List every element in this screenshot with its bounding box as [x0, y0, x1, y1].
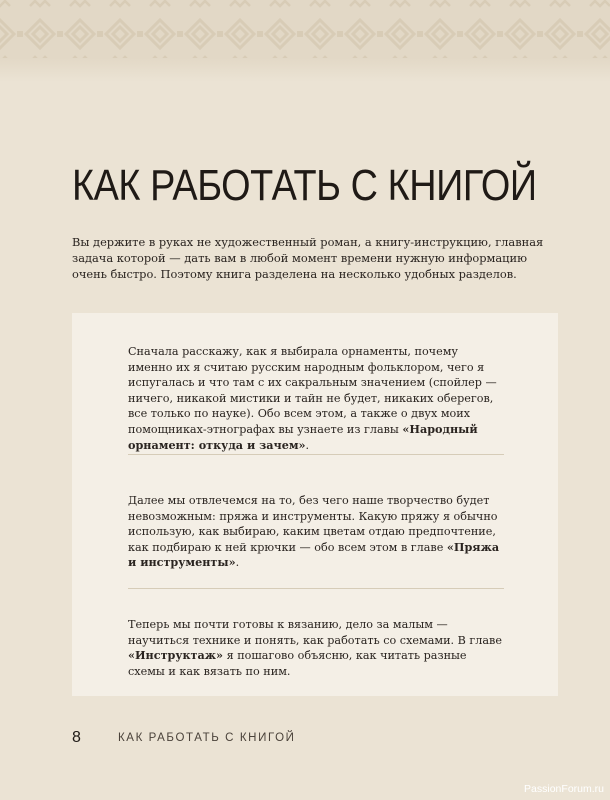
ornament-dot: [497, 31, 503, 37]
ornament-zigzag: [350, 1, 370, 6]
ornament-fade: [0, 58, 610, 82]
divider: [128, 588, 504, 589]
sections-panel: [72, 313, 558, 696]
ornament-dot: [97, 31, 103, 37]
ornament-dot: [577, 31, 583, 37]
page-title: КАК РАБОТАТЬ С КНИГОЙ: [72, 161, 537, 210]
section-yarn: [128, 493, 504, 571]
ornament-dot: [297, 31, 303, 37]
ornament-motif: [506, 20, 534, 48]
section-instructions: [128, 617, 504, 679]
ornament-motif: [66, 20, 94, 48]
ornament-dot: [257, 31, 263, 37]
running-title: КАК РАБОТАТЬ С КНИГОЙ: [118, 732, 296, 744]
ornament-dot: [217, 31, 223, 37]
ornament-zigzag: [430, 1, 450, 6]
ornament-zigzag: [470, 1, 490, 6]
ornament-motif: [26, 20, 54, 48]
ornament-zigzag: [0, 1, 10, 6]
ornament-dot: [57, 31, 63, 37]
ornament-zigzag: [590, 1, 610, 6]
section-instructions-text-after: я пошагово объясню, как читать разные схемы и как вязать по ним.: [128, 649, 467, 678]
ornament-zigzag: [190, 1, 210, 6]
ornament-motif: [386, 20, 414, 48]
page-number: 8: [72, 729, 81, 746]
ornament-dot: [177, 31, 183, 37]
ornament-zigzag: [390, 1, 410, 6]
ornament-motif: [306, 20, 334, 48]
ornament-zigzag: [270, 1, 290, 6]
ornament-motif: [426, 20, 454, 48]
section-ornament-end: .: [305, 438, 310, 452]
ornament-motif: [186, 20, 214, 48]
ornament-motif: [266, 20, 294, 48]
ornament-zigzag: [550, 1, 570, 6]
section-ornament: [128, 344, 504, 453]
ornament-motif: [346, 20, 374, 48]
intro-paragraph: Вы держите в руках не художественный роман, а книгу-инструкцию, главная задача которой — дать вам в любой момент времени нужную информацию очень быстро. Поэтому книга разделена на несколько удобных разделов.: [72, 235, 544, 281]
ornament-zigzag: [110, 1, 130, 6]
ornament-motif: [226, 20, 254, 48]
ornament-dot: [417, 31, 423, 37]
ornament-motif: [586, 20, 610, 48]
ornament-zigzag: [30, 1, 50, 6]
ornament-zigzag: [510, 1, 530, 6]
ornament-dot: [537, 31, 543, 37]
chapter-ref-yarn: «Пряжа и инструменты»: [128, 539, 500, 570]
divider: [128, 454, 504, 455]
section-ornament-text: Сначала расскажу, как я выбирала орнаменты, почему именно их я считаю русским народным фольклором, чего я испугалась и что там с их сакральным значением (спойлер — ничего, никакой мистики и тайн не будет, никаких оберегов, все только по науке). Обо всем этом, а также о двух моих помощниках-этнографах вы узнаете из главы: [128, 345, 497, 436]
section-instructions-text: Теперь мы почти готовы к вязанию, дело за малым — научиться технике и понять, как работать со схемами. В главе: [128, 618, 502, 647]
ornament-dot: [457, 31, 463, 37]
ornament-dot: [337, 31, 343, 37]
ornament-motif: [106, 20, 134, 48]
ornament-dot: [377, 31, 383, 37]
ornament-motif: [546, 20, 574, 48]
ornament-motif: [146, 20, 174, 48]
section-yarn-text: Далее мы отвлечемся на то, без чего наше творчество будет невозможным: пряжа и инструменты. Какую пряжу я обычно использую, как выбираю, каким цветам отдаю предпочтение, как подбираю к ней крючки — обо всем этом в главе: [128, 494, 498, 554]
ornament-dot: [17, 31, 23, 37]
ornament-zigzag: [70, 1, 90, 6]
ornament-zigzag: [310, 1, 330, 6]
ornament-zigzag: [230, 1, 250, 6]
section-yarn-end: .: [235, 556, 240, 570]
chapter-ref-instructions: «Инструктаж»: [128, 648, 224, 663]
ornament-motif: [466, 20, 494, 48]
ornament-dot: [137, 31, 143, 37]
ornament-motif: [0, 20, 14, 48]
chapter-ref-ornament: «Народный орнамент: откуда и зачем»: [128, 421, 478, 452]
ornament-zigzag: [150, 1, 170, 6]
watermark: PassionForum.ru: [524, 783, 604, 795]
